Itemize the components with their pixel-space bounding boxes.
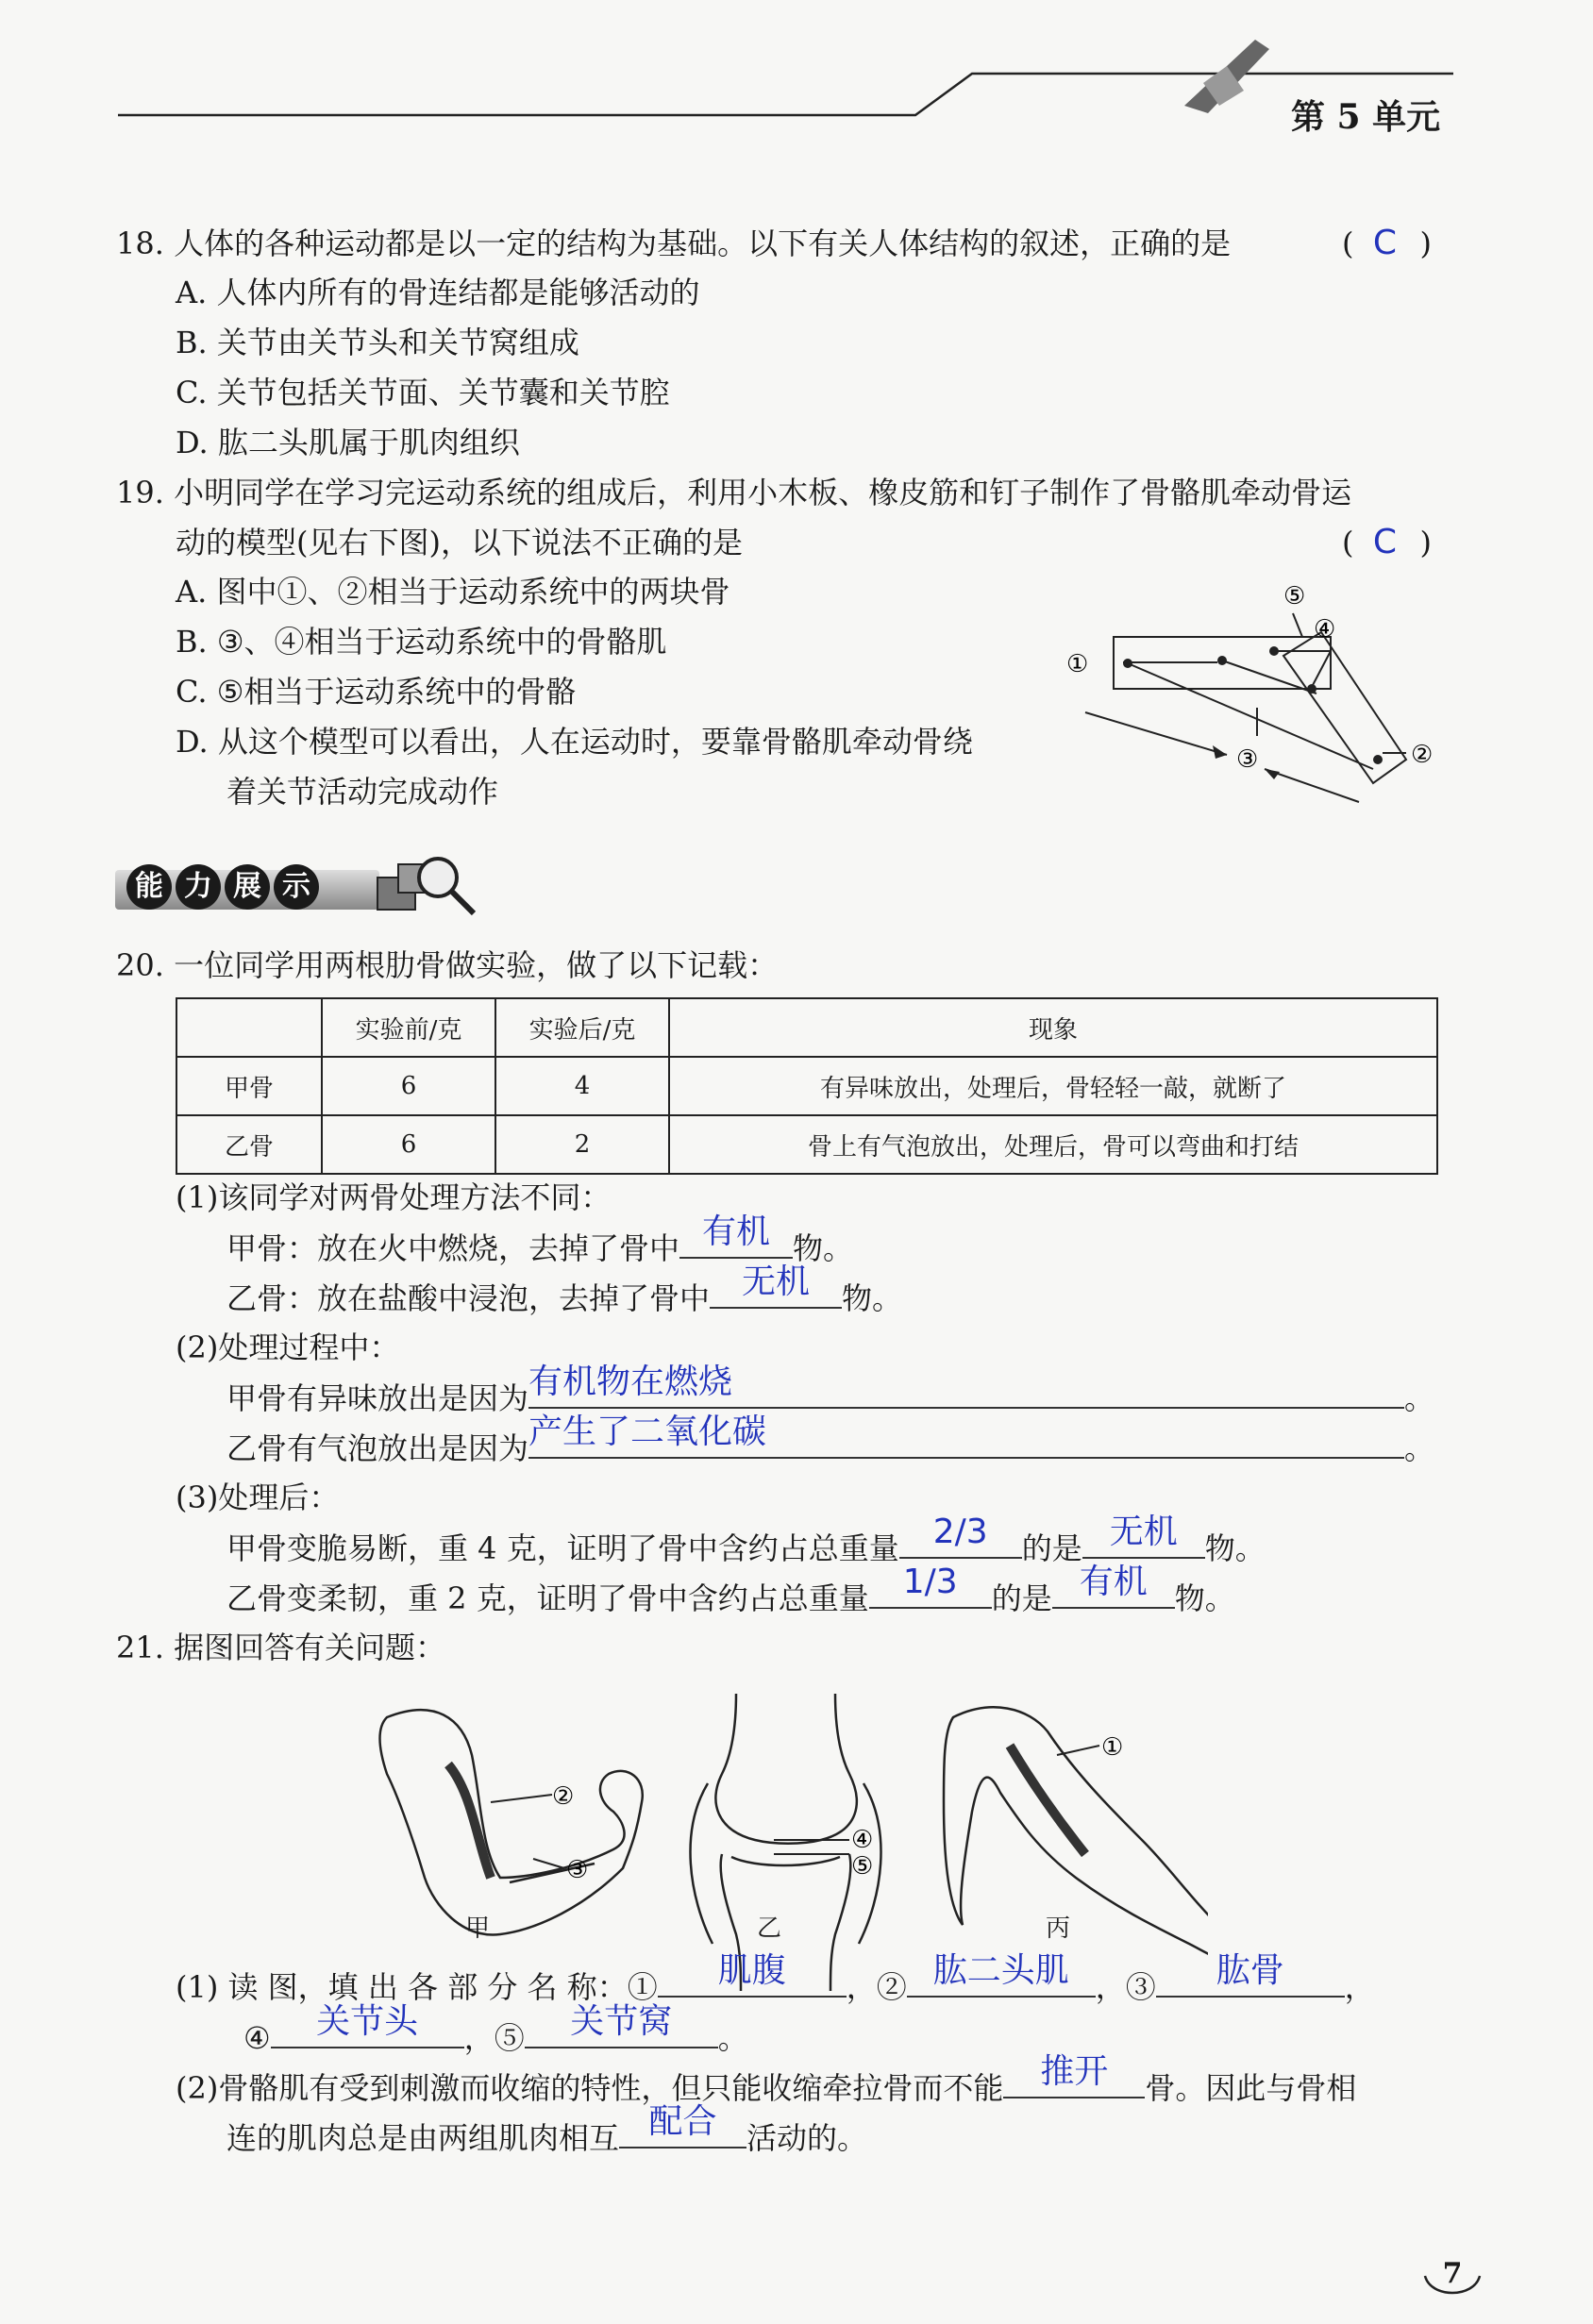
q20-blank-8	[1052, 1563, 1175, 1609]
figure-label-yi: 乙	[757, 1914, 782, 1943]
table-row	[176, 1115, 1437, 1174]
q21-num-5: ，⑤	[463, 2020, 525, 2056]
q21-sep-2: ，②	[846, 1969, 907, 2005]
q21-answer-3: 肱骨	[1216, 1951, 1284, 1990]
q20-part3-b-pre: 乙骨变柔韧，重 2 克，证明了骨中含约占总重量	[226, 1580, 869, 1616]
q21-blank-3	[1156, 1951, 1345, 1998]
header-rule	[0, 0, 1593, 170]
table-cell: 6	[322, 1115, 495, 1174]
q20-blank-4	[528, 1413, 1404, 1459]
q19-answer: C	[1372, 523, 1401, 561]
section-char-1: 能	[126, 864, 172, 910]
q20-answer-7: 1/3	[902, 1563, 958, 1601]
q21-label-3: ③	[566, 1856, 589, 1884]
q18-answer: C	[1372, 224, 1401, 262]
q18-option-a: A. 人体内所有的骨连结都是能够活动的	[176, 275, 700, 310]
table-header-cell: 现象	[669, 998, 1437, 1057]
q20-blank-7	[869, 1563, 992, 1609]
q19-stem-line2: 动的模型(见右下图)，以下说法不正确的是	[176, 525, 743, 560]
q20-part3-b	[226, 1563, 1235, 1617]
q21-comma: ，	[1344, 1969, 1375, 2005]
q21-blank-1	[658, 1951, 847, 1998]
table-header-cell	[176, 998, 322, 1057]
diagram-label-2: ②	[1411, 741, 1434, 769]
q21-part2-pre: (2)骨骼肌有受到刺激而收缩的特性，但只能收缩牵拉骨而不能	[176, 2070, 1004, 2106]
q20-blank-5	[899, 1513, 1022, 1559]
figure-jia-arm	[380, 1710, 643, 1934]
q21-answer-2: 肱二头肌	[932, 1951, 1069, 1990]
q20-blank-3	[528, 1363, 1404, 1409]
diagram-label-1: ①	[1066, 650, 1089, 678]
q18-option-b: B. 关节由关节头和关节窝组成	[176, 325, 579, 360]
q20-part2-b-pre: 乙骨有气泡放出是因为	[226, 1430, 529, 1466]
table-cell: 6	[322, 1057, 495, 1115]
table-cell: 骨上有气泡放出，处理后，骨可以弯曲和打结	[669, 1115, 1437, 1174]
q20-answer-1: 有机	[702, 1212, 771, 1251]
q21-part2-line2-post: 活动的。	[746, 2120, 868, 2156]
q19-option-a: A. 图中①、②相当于运动系统中的两块骨	[176, 574, 730, 610]
q18-answer-bracket: ( C )	[1342, 224, 1432, 262]
q20-part1-b	[226, 1262, 903, 1317]
section-char-2: 力	[176, 864, 221, 910]
q20-part2-b	[226, 1413, 1435, 1467]
q20-answer-4: 产生了二氧化碳	[528, 1413, 767, 1451]
q20-part1-a-pre: 甲骨：放在火中燃烧，去掉了骨中	[226, 1230, 680, 1266]
q21-blank-5	[525, 2002, 718, 2048]
q21-label-4: ④	[851, 1826, 874, 1854]
q21-label-5: ⑤	[851, 1852, 874, 1881]
q20-stem: 20. 一位同学用两根肋骨做实验，做了以下记载：	[116, 947, 779, 983]
section-char-3: 展	[225, 864, 270, 910]
section-badge-letters	[126, 864, 323, 910]
q20-part3-b-mid: 的是	[991, 1580, 1052, 1616]
q18-stem: 18. 人体的各种运动都是以一定的结构为基础。以下有关人体结构的叙述，正确的是	[116, 226, 1232, 261]
q20-answer-5: 2/3	[932, 1513, 988, 1551]
q19-option-c: C. ⑤相当于运动系统中的骨骼	[176, 674, 577, 710]
q20-answer-8: 有机	[1079, 1563, 1148, 1601]
q20-blank-1	[679, 1212, 793, 1259]
q21-answer-1: 肌腹	[717, 1951, 786, 1990]
table-header-cell: 实验前/克	[322, 998, 495, 1057]
diagram-label-3: ③	[1236, 745, 1259, 774]
q19-option-d: D. 从这个模型可以看出，人在运动时，要靠骨骼肌牵动骨绕	[176, 724, 973, 760]
q20-part2-title: (2)处理过程中：	[176, 1329, 400, 1365]
q20-part2-a-pre: 甲骨有异味放出是因为	[226, 1380, 529, 1416]
q18-option-d: D. 肱二头肌属于肌肉组织	[176, 425, 520, 460]
table-cell: 乙骨	[176, 1115, 322, 1174]
q20-blank-2	[710, 1262, 842, 1309]
magnifier-icon	[370, 840, 483, 925]
q20-period-1: 。	[1404, 1380, 1435, 1416]
q21-part1-pre: (1) 读 图，填 出 各 部 分 名 称：①	[176, 1969, 658, 2005]
q19-option-d-cont: 着关节活动完成动作	[226, 774, 499, 810]
q21-part1-line2	[243, 2002, 748, 2057]
figure-label-jia: 甲	[465, 1914, 491, 1943]
q20-part1-a	[226, 1212, 854, 1267]
q21-part2-post: 骨。因此与骨相	[1145, 2070, 1357, 2106]
diagram-label-4: ④	[1314, 615, 1336, 644]
table-header-cell: 实验后/克	[495, 998, 669, 1057]
table-header-row	[176, 998, 1437, 1057]
q18-option-c: C. 关节包括关节面、关节囊和关节腔	[176, 375, 670, 410]
table-cell: 甲骨	[176, 1057, 322, 1115]
q19-stem-line1: 19. 小明同学在学习完运动系统的组成后，利用小木板、橡皮筋和钉子制作了骨骼肌牵动骨运	[116, 475, 1352, 510]
q21-blank-6	[1003, 2052, 1145, 2098]
q21-end: 。	[717, 2020, 748, 2056]
q21-answer-7: 配合	[648, 2102, 717, 2141]
q21-part1-line1	[176, 1951, 1375, 2006]
figure-label-bing: 丙	[1046, 1914, 1071, 1943]
q21-stem: 21. 据图回答有关问题：	[116, 1630, 446, 1665]
q20-part3-a-pre: 甲骨变脆易断，重 4 克，证明了骨中含约占总重量	[226, 1530, 899, 1566]
q20-part1-a-post: 物。	[793, 1230, 854, 1266]
unit-title: 第 5 单元	[1291, 97, 1441, 137]
figure-bing-arm	[944, 1707, 1208, 1964]
diagram-label-5: ⑤	[1283, 582, 1306, 610]
q20-part2-a	[226, 1363, 1435, 1417]
q20-part3-title: (3)处理后：	[176, 1480, 340, 1515]
table-cell: 有异味放出，处理后，骨轻轻一敲，就断了	[669, 1057, 1437, 1115]
q20-answer-2: 无机	[742, 1262, 811, 1301]
q20-part1-title: (1)该同学对两骨处理方法不同：	[176, 1179, 612, 1215]
q21-blank-7	[619, 2102, 746, 2148]
table-cell: 4	[495, 1057, 669, 1115]
section-char-4: 示	[274, 864, 319, 910]
page-number: 7	[1442, 2257, 1463, 2290]
q20-part1-b-post: 物。	[842, 1280, 903, 1316]
q20-part3-a-mid: 的是	[1021, 1530, 1082, 1566]
section-badge	[115, 861, 417, 915]
q21-answer-6: 推开	[1040, 2052, 1109, 2091]
q20-part1-b-pre: 乙骨：放在盐酸中浸泡，去掉了骨中	[226, 1280, 711, 1316]
q21-sep-3: ，③	[1095, 1969, 1156, 2005]
q20-period-2: 。	[1404, 1430, 1435, 1466]
q21-blank-2	[907, 1951, 1096, 1998]
q20-answer-6: 无机	[1109, 1513, 1178, 1551]
q21-part2-line2	[226, 2102, 868, 2157]
table-row	[176, 1057, 1437, 1115]
q21-label-2: ②	[552, 1782, 575, 1811]
q21-num-4: ④	[243, 2020, 271, 2056]
page-number-badge	[1421, 2255, 1484, 2302]
q21-label-1: ①	[1101, 1733, 1124, 1762]
q20-part3-a	[226, 1513, 1266, 1567]
q19-option-b: B. ③、④相当于运动系统中的骨骼肌	[176, 624, 667, 660]
table-cell: 2	[495, 1115, 669, 1174]
q21-answer-4: 关节头	[316, 2002, 419, 2041]
q21-part2-line1	[176, 2052, 1357, 2107]
q20-part3-b-post: 物。	[1174, 1580, 1235, 1616]
experiment-table	[176, 997, 1438, 1175]
q21-blank-4	[271, 2002, 464, 2048]
q19-answer-bracket: ( C )	[1342, 523, 1432, 561]
q19-model-diagram	[1048, 566, 1463, 821]
q20-blank-6	[1082, 1513, 1205, 1559]
q21-part2-line2-pre: 连的肌肉总是由两组肌肉相互	[226, 2120, 620, 2156]
q20-part3-a-post: 物。	[1204, 1530, 1266, 1566]
q21-answer-5: 关节窝	[570, 2002, 673, 2041]
q20-answer-3: 有机物在燃烧	[528, 1363, 733, 1401]
